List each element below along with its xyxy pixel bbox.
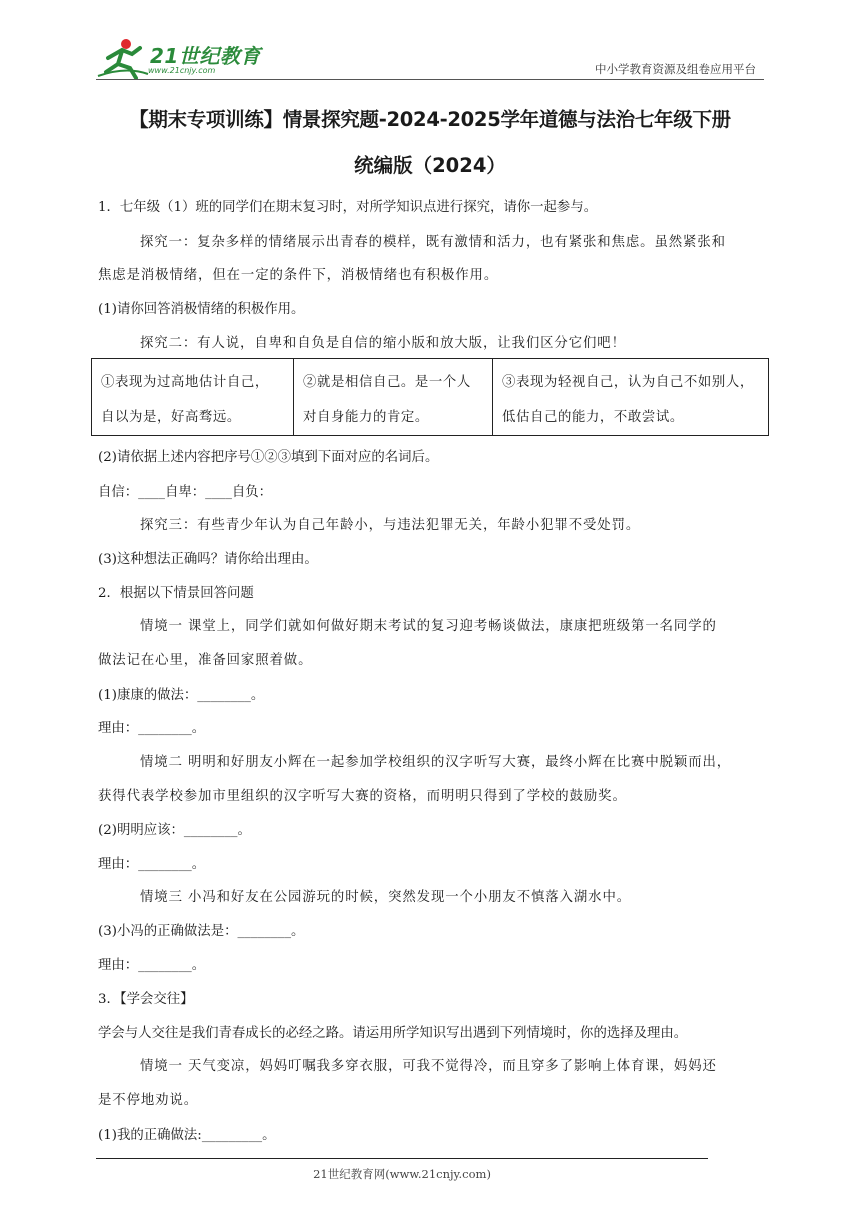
table-cell-text: 对自身能力的肯定。 [303,410,429,425]
table-cell-1 [92,359,294,435]
q2-reason-1: 理由：________。 [98,721,206,736]
q3-scenario-1-line2: 是不停地劝说。 [98,1093,199,1108]
q3-answer-1: (1)我的正确做法:_________。 [98,1128,276,1143]
question-1-stem: 1．七年级（1）班的同学们在期末复习时，对所学知识点进行探究，请你一起参与。 [98,200,598,215]
scenario-3-line: 情境三 小冯和好友在公园游玩的时候，突然发现一个小朋友不慎落入湖水中。 [140,890,632,905]
table-cell-2 [294,359,493,435]
logo-url-text: www.21cnjy.com [148,66,216,75]
scenario-1-line2: 做法记在心里，准备回家照着做。 [98,653,313,668]
scenario-2-line2: 获得代表学校参加市里组织的汉字听写大赛的资格，而明明只得到了学校的鼓励奖。 [98,789,627,804]
q2-reason-2: 理由：________。 [98,857,206,872]
sub-question-2: (2)请依据上述内容把序号①②③填到下面对应的名词后。 [98,450,439,465]
footer-text: 21世纪教育网(www.21cnjy.com) [313,1167,491,1181]
question-3-intro: 学会与人交往是我们青春成长的必经之路。请运用所学知识写出遇到下列情境时，你的选择及理由。 [98,1026,688,1041]
logo-brand-text: 21世纪教育 [150,44,261,68]
table-cell-text: ①表现为过高地估计自己， [101,375,269,390]
explore-2-line: 探究二：有人说，自卑和自负是自信的缩小版和放大版，让我们区分它们吧！ [140,336,626,351]
header-platform-text: 中小学教育资源及组卷应用平台 [595,62,756,76]
sub-question-3: (3)这种想法正确吗？请你给出理由。 [98,552,318,567]
q2-answer-2: (2)明明应该：________。 [98,823,251,838]
table-cell-text: 自以为是，好高骛远。 [101,410,241,425]
q2-answer-3: (3)小冯的正确做法是：________。 [98,924,305,939]
sub-question-1: (1)请你回答消极情绪的积极作用。 [98,302,305,317]
table-cell-text: ②就是相信自己。是一个人 [303,375,471,390]
header-divider [96,79,764,80]
question-3-stem: 3．【学会交往】 [98,992,194,1007]
q3-scenario-1-line1: 情境一 天气变凉，妈妈叮嘱我多穿衣服，可我不觉得冷，而且穿多了影响上体育课，妈妈还 [140,1059,717,1074]
comparison-table [91,358,769,436]
explore-3-line: 探究三：有些青少年认为自己年龄小，与违法犯罪无关，年龄小犯罪不受处罚。 [140,518,641,533]
doc-title-line2: 统编版（2024） [354,154,506,177]
table-cell-text: 低估自己的能力，不敢尝试。 [502,410,684,425]
footer-divider [96,1158,708,1159]
table-cell-text: ③表现为轻视自己，认为自己不如别人， [502,375,754,390]
fill-in-line: 自信：____自卑：____自负： [98,485,273,500]
scenario-1-line1: 情境一 课堂上，同学们就如何做好期末考试的复习迎考畅谈做法，康康把班级第一名同学的 [140,619,717,634]
scenario-2-line1: 情境二 明明和好朋友小辉在一起参加学校组织的汉字听写大赛，最终小辉在比赛中脱颖而出， [140,755,732,770]
table-cell-3 [493,359,768,435]
explore-1-line1: 探究一：复杂多样的情绪展示出青春的模样，既有激情和活力，也有紧张和焦虑。虽然紧张和 [140,235,726,250]
doc-title-line1: 【期末专项训练】情景探究题-2024-2025学年道德与法治七年级下册 [129,108,731,131]
q2-answer-1: (1)康康的做法：________。 [98,688,265,703]
question-2-stem: 2．根据以下情景回答问题 [98,586,254,601]
explore-1-line2: 焦虑是消极情绪，但在一定的条件下，消极情绪也有积极作用。 [98,268,499,283]
q2-reason-3: 理由：________。 [98,958,206,973]
